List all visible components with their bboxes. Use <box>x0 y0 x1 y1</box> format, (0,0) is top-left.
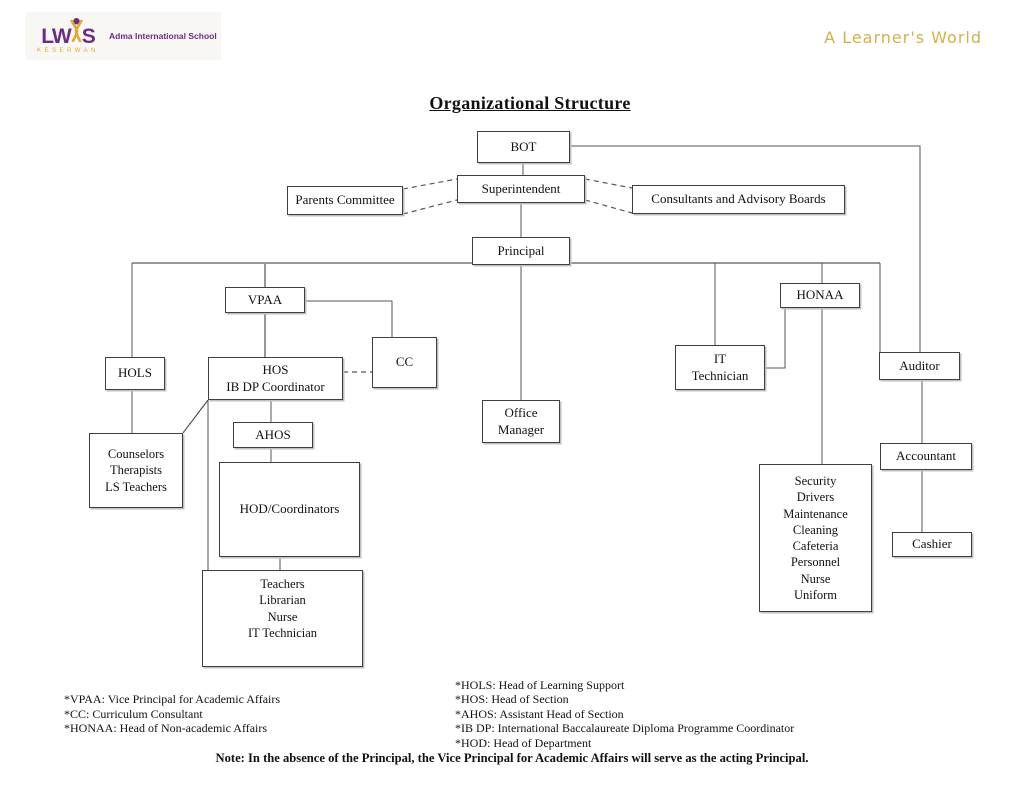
org-node-label: Maintenance <box>783 506 848 521</box>
footnotes-left <box>64 692 280 736</box>
logo-region-label: KESERWAN <box>37 48 100 54</box>
org-node-label: Nurse <box>800 571 831 586</box>
org-node-label: Superintendent <box>481 180 561 196</box>
org-node-label: HONAA <box>796 287 844 303</box>
org-node-label: LS Teachers <box>105 479 167 494</box>
org-node-cc <box>372 337 437 388</box>
org-edge <box>570 146 920 352</box>
org-node-label: Librarian <box>259 593 306 608</box>
org-node-label: Drivers <box>796 490 835 505</box>
org-node-accountant <box>880 443 972 470</box>
org-node-label: BOT <box>510 138 537 154</box>
footnote-line: *HOLS: Head of Learning Support <box>455 678 625 692</box>
org-edge <box>305 301 392 337</box>
school-tagline: A Learner's World <box>824 28 982 47</box>
org-node-it-technician <box>675 345 765 390</box>
org-node-auditor <box>879 352 960 380</box>
footnote-line: *HOS: Head of Section <box>455 692 569 707</box>
org-edge <box>183 400 208 433</box>
org-node-hos <box>208 357 343 400</box>
org-node-cashier <box>892 532 972 557</box>
org-node-honaa <box>780 283 860 308</box>
bottom-note: Note: In the absence of the Principal, the Vice Principal for Academic Affairs will serve as the acting Principal. <box>215 751 809 765</box>
org-node-label: HOD/Coordinators <box>239 501 340 517</box>
org-edge-dashed <box>403 179 457 189</box>
org-node-superintendent <box>457 175 585 203</box>
lwis-acronym-right: S <box>81 25 95 48</box>
org-node-label: Cashier <box>912 536 952 552</box>
org-node-label: HOLS <box>118 365 152 381</box>
org-node-label: Accountant <box>896 448 956 464</box>
footnotes-right <box>455 678 794 750</box>
org-edge-dashed <box>403 200 457 214</box>
org-node-label: Cleaning <box>792 522 839 537</box>
org-node-counselors <box>89 433 183 508</box>
org-node-label: VPAA <box>247 291 283 307</box>
lwis-acronym-left: LW <box>41 25 71 48</box>
org-node-label: Technician <box>691 367 749 383</box>
org-node-principal <box>472 237 570 265</box>
org-edge <box>765 308 785 368</box>
org-node-label: Nurse <box>267 609 298 624</box>
org-node-label: Therapists <box>109 463 163 478</box>
org-edge-dashed <box>585 179 632 188</box>
org-node-hod-coordinators <box>219 462 360 557</box>
org-node-label: Personnel <box>790 555 841 570</box>
org-node-label: CC <box>395 354 414 370</box>
footnote-line: *CC: Curriculum Consultant <box>64 706 203 721</box>
org-node-consultants-advisory-boards <box>632 185 845 214</box>
org-node-label: HOS <box>262 361 289 377</box>
org-node-label: Teachers <box>260 577 305 591</box>
school-name-label: Adma International School <box>109 31 217 41</box>
org-node-hols <box>105 357 165 390</box>
org-node-support-staff <box>759 464 872 612</box>
org-node-vpaa <box>225 287 305 313</box>
org-node-label: Uniform <box>793 587 838 602</box>
footnote-line: *IB DP: International Baccalaureate Diploma Programme Coordinator <box>455 721 795 736</box>
org-node-label: Parents Committee <box>295 192 395 208</box>
footnote-line: *HOD: Head of Department <box>455 735 592 750</box>
org-node-parents-committee <box>287 186 403 215</box>
org-node-label: Principal <box>497 242 545 258</box>
org-node-label: Manager <box>497 421 545 437</box>
org-node-label: Auditor <box>899 357 940 373</box>
org-node-label: IT Technician <box>247 625 318 640</box>
footnote-line: *HONAA: Head of Non-academic Affairs <box>64 721 268 736</box>
org-node-bot <box>477 131 570 163</box>
org-node-office-manager <box>482 400 560 443</box>
page-title: Organizational Structure <box>429 93 631 113</box>
org-node-label: Consultants and Advisory Boards <box>651 191 826 207</box>
org-node-label: Office <box>504 404 538 420</box>
org-node-label: Counselors <box>107 447 165 462</box>
footnote-line: *AHOS: Assistant Head of Section <box>455 706 624 721</box>
org-node-label: Cafeteria <box>792 539 839 553</box>
org-node-label: AHOS <box>255 426 291 442</box>
org-node-teachers-group <box>202 570 363 667</box>
org-node-ahos <box>233 422 313 448</box>
org-node-label: IT <box>713 350 727 366</box>
org-node-label: Security <box>794 474 837 488</box>
org-edge-dashed <box>585 200 632 213</box>
org-node-label: IB DP Coordinator <box>226 378 325 394</box>
footnote-line: *VPAA: Vice Principal for Academic Affairs <box>64 692 281 706</box>
